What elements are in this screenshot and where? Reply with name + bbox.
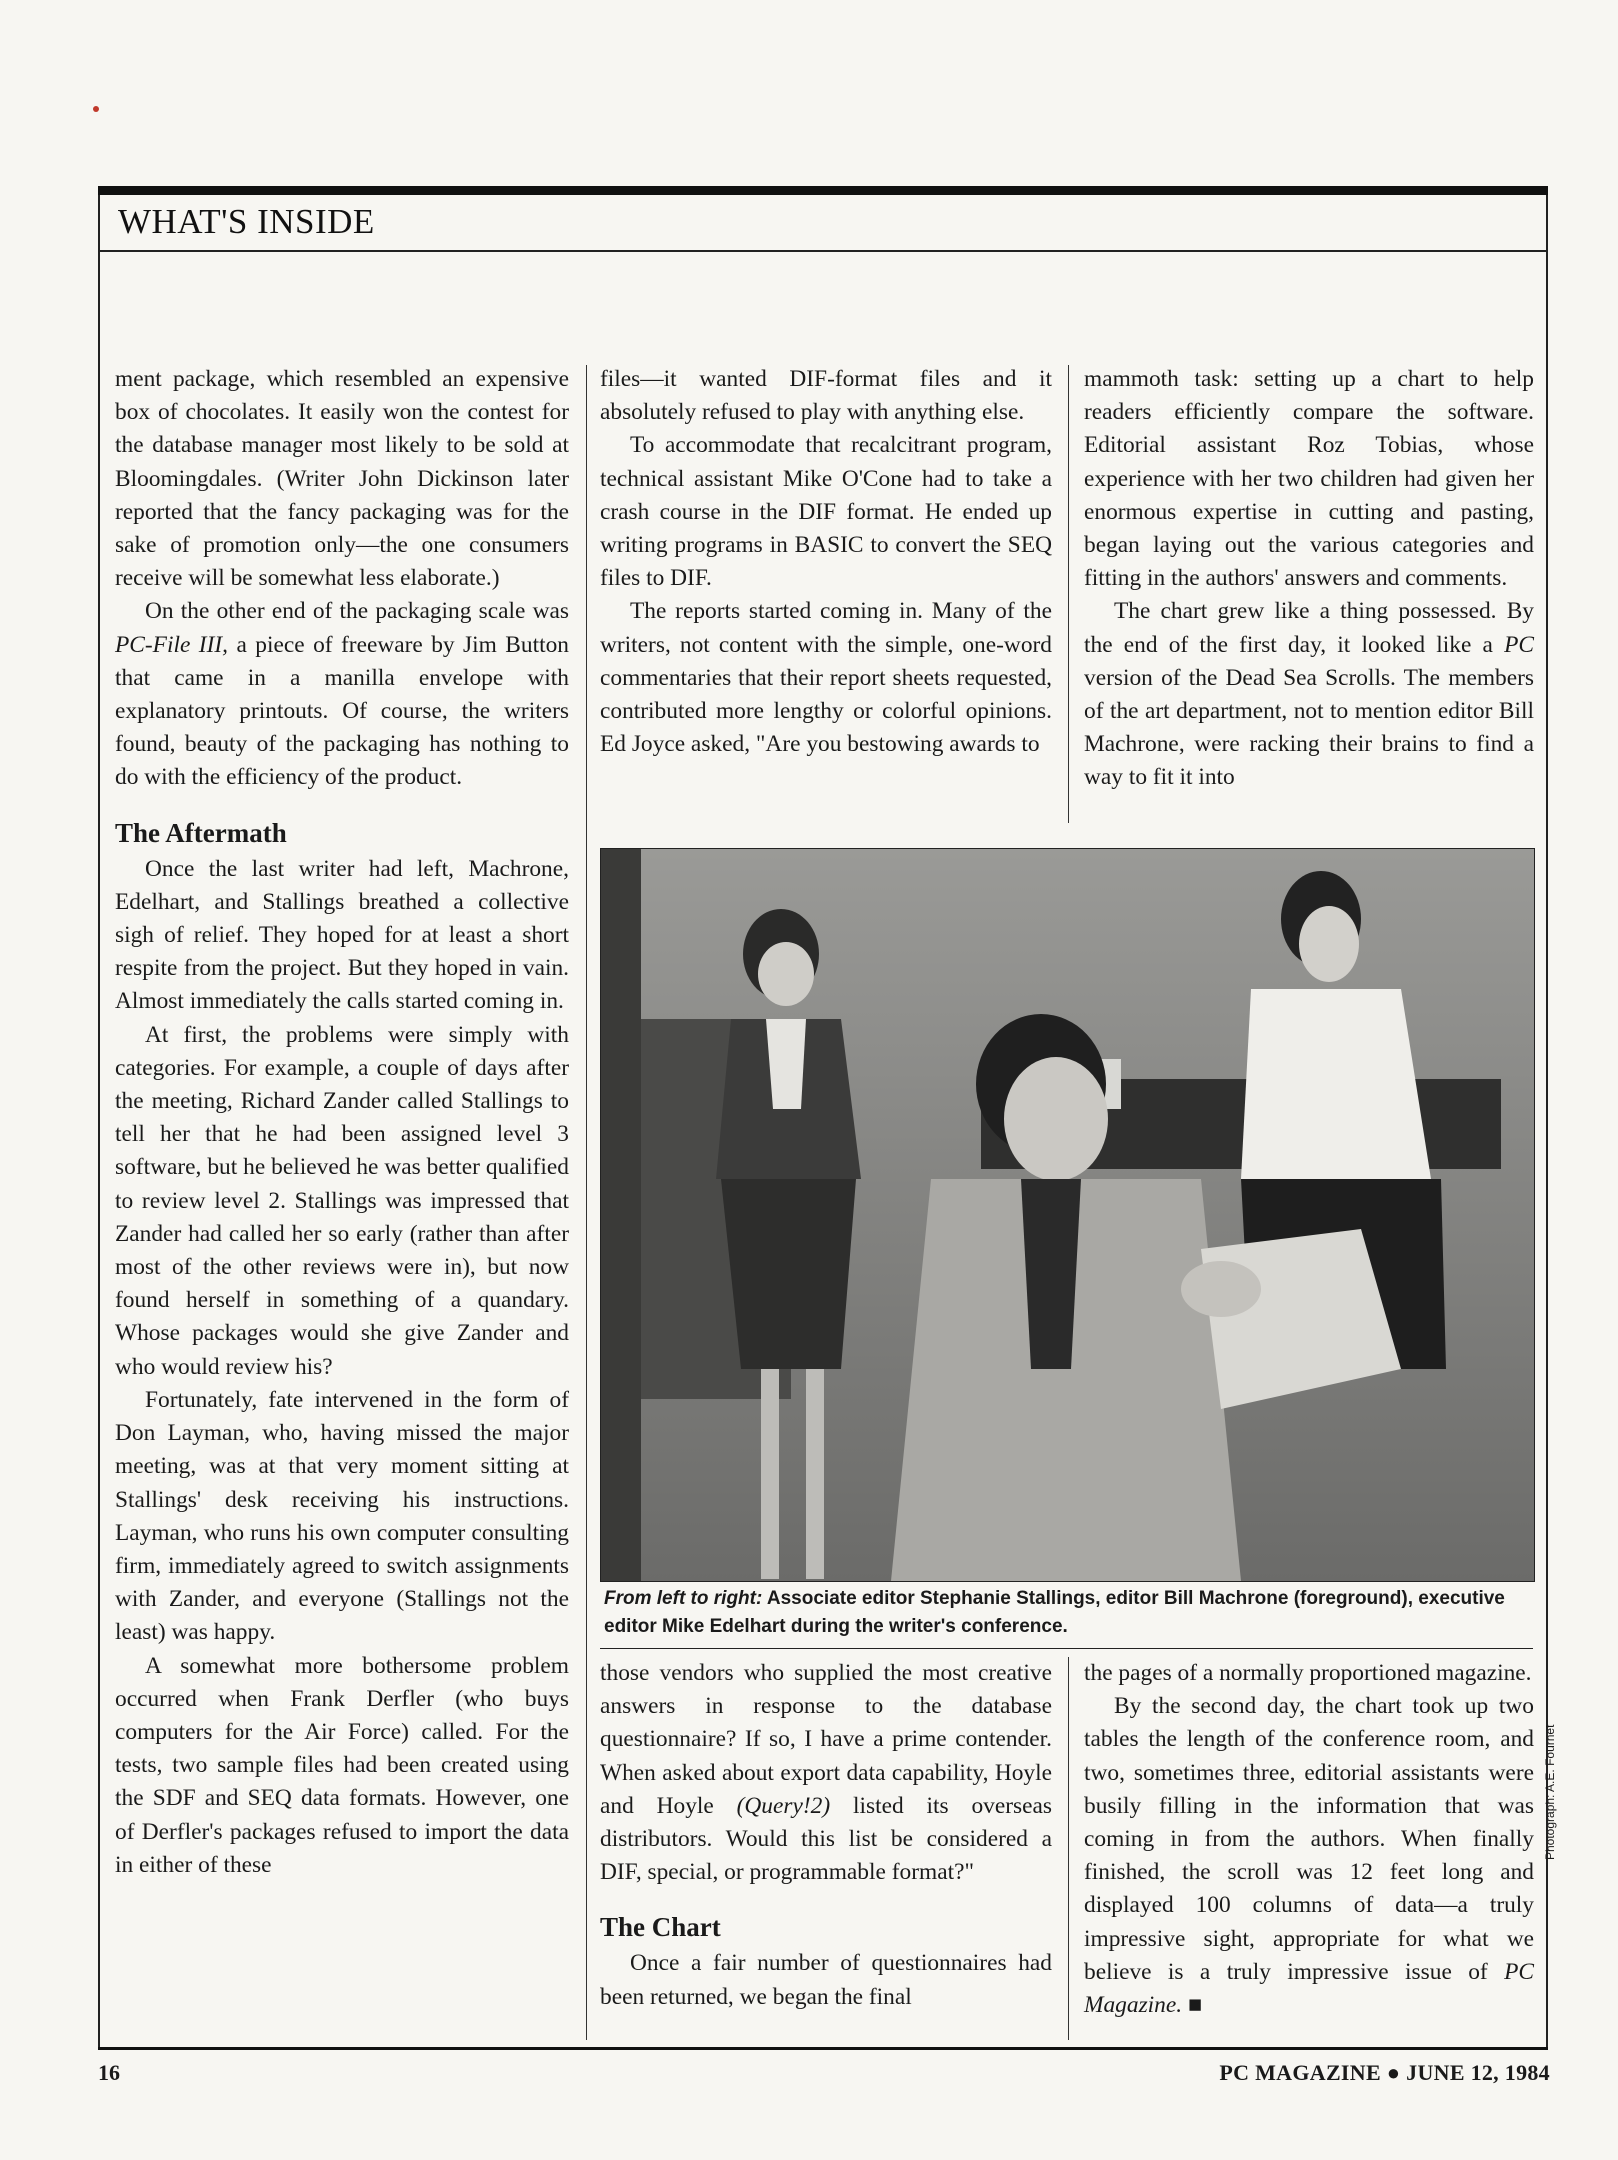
paragraph: ment package, which resembled an expensive box of chocolates. It easily won the contest for the database manager most likely to be sold at Bloomingdales. (Writer John Dickinson later reported that the fancy packaging was for the sake of promotion only—the one consumers receive will be somewhat less elaborate.)	[115, 366, 569, 592]
paragraph: By the second day, the chart took up two tables the length of the conference room, and two, sometimes three, editorial assistants were busily filling in the information that was coming in from the authors. When finally finished, the scroll was 12 feet long and displayed 100 columns of data—a truly impressive sight, appropriate for what we believe is a truly impressive issue of PC Magazine. ■	[1084, 1693, 1534, 2019]
paragraph: those vendors who supplied the most creative answers in response to the database questionnaire? If so, I have a prime contender. When asked about export data capability, Hoyle and Hoyle (Query!2) listed its overseas distributors. Would this list be considered a DIF, special, or programmable format?"	[600, 1660, 1052, 1886]
section-header: WHAT'S INSIDE	[118, 202, 375, 241]
article-column-3	[1084, 363, 1534, 795]
paragraph: files—it wanted DIF-format files and it absolutely refused to play with anything else.	[600, 366, 1052, 426]
header-top-bar	[98, 186, 1548, 195]
article-column-2	[600, 363, 1052, 761]
end-mark: ■	[1187, 1992, 1203, 2019]
paragraph: Fortunately, fate intervened in the form of Don Layman, who, having missed the major meeting, was at that very moment sitting at Stallings' desk receiving his instructions. Layman, who runs his own computer consulting firm, immediately agreed to switch assignments with Zander, and everyone (Stallings not the least) was happy.	[115, 1386, 569, 1646]
article-column-2-continued	[600, 1657, 1052, 2014]
paragraph: Once a fair number of questionnaires had been returned, we began the final	[600, 1950, 1052, 2010]
paragraph: The chart grew like a thing possessed. By the end of the first day, it looked like a PC version of the Dead Sea Scrolls. The members of the art department, not to mention editor Bill Machrone, were racking their brains to find a way to fit it into	[1084, 598, 1534, 791]
publication-line: PC MAGAZINE ● JUNE 12, 1984	[1219, 2060, 1550, 2085]
margin-dot	[93, 106, 99, 112]
paragraph: At first, the problems were simply with categories. For example, a couple of days after the meeting, Richard Zander called Stallings to tell her that he had been assigned level 3 software, but he believed he was better qualified to review level 2. Stallings was impressed that Zander had called her so early (rather than after most of the other reviews were in), but now found herself in something of a quandary. Whose packages would she give Zander and who would review his?	[115, 1021, 569, 1380]
page-number: 16	[98, 2060, 120, 2085]
paragraph: On the other end of the packaging scale was PC-File III, a piece of freeware by Jim Button that came in a manilla envelope with explanatory printouts. Of course, the writers found, beauty of the packaging has nothing to do with the efficiency of the product.	[115, 598, 569, 791]
column-rule	[586, 365, 587, 2040]
header-rule	[98, 250, 1548, 252]
caption-rule	[600, 1648, 1533, 1649]
paragraph: mammoth task: setting up a chart to help readers efficiently compare the software. Editorial assistant Roz Tobias, whose experience with her two children had given her enormous expertise in cutting and pasting, began laying out the various categories and fitting in the authors' answers and comments.	[1084, 366, 1534, 592]
column-rule	[1068, 1657, 1069, 2040]
paragraph: To accommodate that recalcitrant program, technical assistant Mike O'Cone had to take a crash course in the DIF format. He ended up writing programs in BASIC to convert the SEQ files to DIF.	[600, 432, 1052, 592]
conference-photo	[600, 848, 1535, 1582]
article-column-3-continued	[1084, 1657, 1534, 2022]
paragraph: A somewhat more bothersome problem occurred when Frank Derfler (who buys computers for the Air Force) called. For the tests, two sample files had been created using the SDF and SEQ data formats. However, one of Derfler's packages refused to import the data in either of these	[115, 1652, 569, 1878]
photo-illustration	[601, 849, 1534, 1581]
paragraph: the pages of a normally proportioned magazine.	[1084, 1660, 1532, 1686]
paragraph: Once the last writer had left, Machrone, Edelhart, and Stallings breathed a collective sigh of relief. They hoped for at least a short respite from the project. But they hoped in vain. Almost immediately the calls started coming in.	[115, 855, 569, 1015]
section-heading-chart: The Chart	[600, 1912, 721, 1943]
photo-caption: From left to right: Associate editor Stephanie Stallings, editor Bill Machrone (foreground), executive editor Mike Edelhart during the writer's conference.	[604, 1588, 1505, 1637]
column-rule	[1068, 365, 1069, 823]
footer-rule	[98, 2047, 1548, 2050]
paragraph: The reports started coming in. Many of the writers, not content with the simple, one-word commentaries that their report sheets requested, contributed more lengthy or colorful opinions. Ed Joyce asked, "Are you bestowing awards to	[600, 598, 1052, 758]
article-column-1	[115, 363, 569, 1882]
photo-credit: Photograph: A.E. Fournet	[1543, 1724, 1557, 1860]
section-heading-aftermath: The Aftermath	[115, 817, 287, 848]
